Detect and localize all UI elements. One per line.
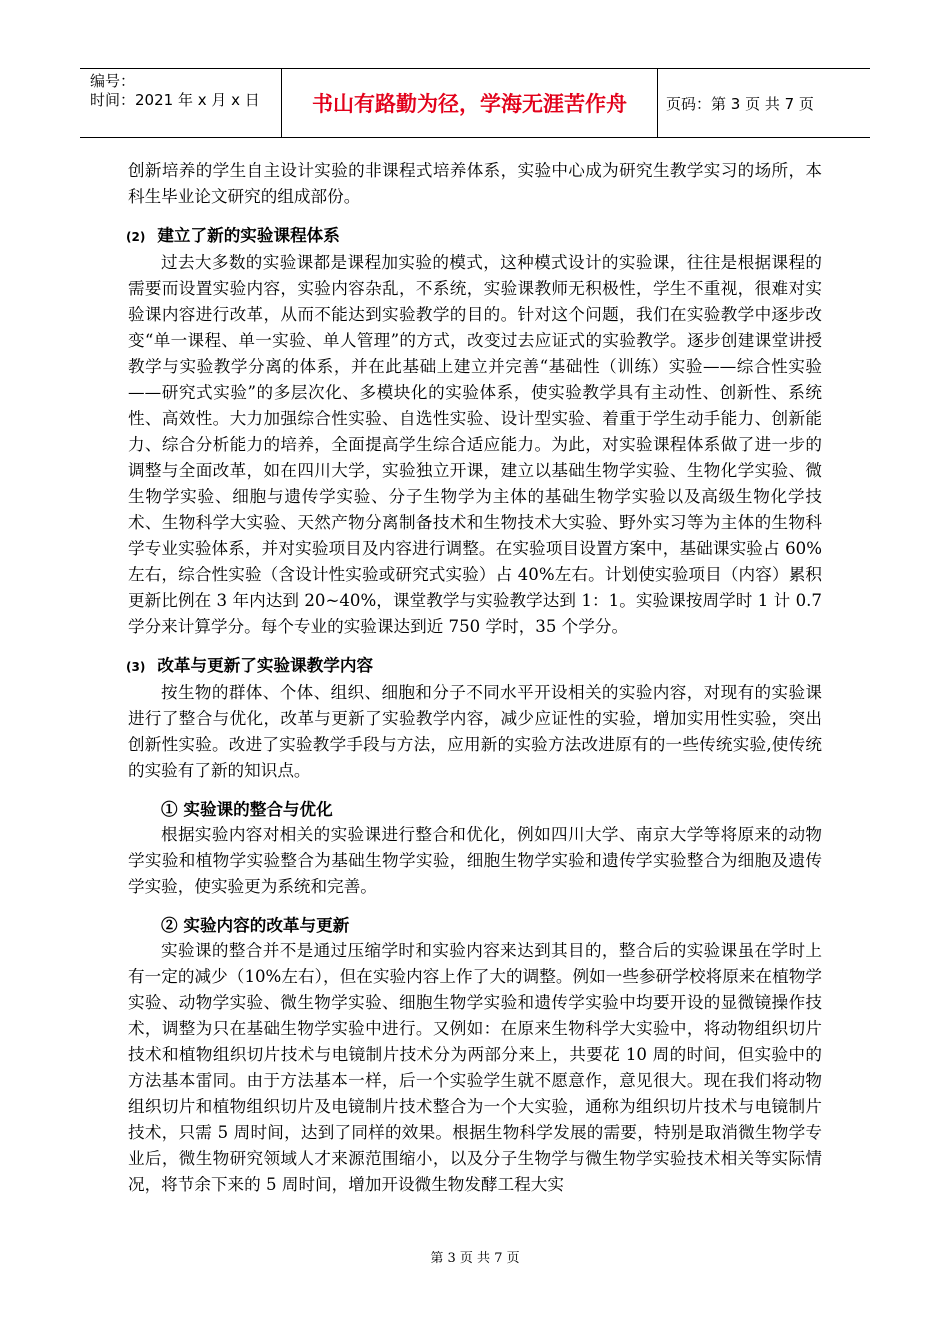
section-title: 改革与更新了实验课教学内容 [157, 655, 374, 675]
page-footer [0, 1247, 950, 1266]
document-code-label: 编号： [90, 72, 136, 90]
page-header [80, 68, 870, 138]
document-body [128, 158, 822, 1198]
document-date-label: 时间：2021 年 x 月 x 日 [90, 91, 260, 109]
footer-page-number: 第 3 页 共 7 页 [430, 1251, 520, 1266]
paragraph: 过去大多数的实验课都是课程加实验的模式，这种模式设计的实验课，往往是根据课程的需要而设置实验内容，实验内容杂乱，不系统，实验课教师无积极性，学生不重视，很难对实验课内容进行改革，从而不能达到实验教学的目的。针对这个问题，我们在实验教学中逐步改变“单一课程、单一实验、单人管理”的方式，改变过去应证式的实验教学。逐步创建课堂讲授教学与实验教学分离的体系，并在此基础上建立并完善“基础性（训练）实验——综合性实验——研究式实验”的多层次化、多模块化的实验体系，使实验教学具有主动性、创新性、系统性、高效性。大力加强综合性实验、自选性实验、设计型实验、着重于学生动手能力、创新能力、综合分析能力的培养，全面提高学生综合适应能力。为此，对实验课程体系做了进一步的调整与全面改革，如在四川大学，实验独立开课，建立以基础生物学实验、生物化学实验、微生物学实验、细胞与遗传学实验、分子生物学为主体的基础生物学实验以及高级生物化学技术、生物科学大实验、天然产物分离制备技术和生物技术大实验、野外实习等为主体的生物科学专业实验体系，并对实验项目及内容进行调整。在实验项目设置方案中，基础课实验占 60%左右，综合性实验（含设计性实验或研究式实验）占 40%左右。计划使实验项目（内容）累积更新比例在 3 年内达到 20~40%，课堂教学与实验教学达到 1：1。实验课按周学时 1 计 0.7 学分来计算学分。每个专业的实验课达到近 750 学时，35 个学分。 [128, 253, 822, 636]
section-heading-3 [128, 652, 822, 680]
header-motto-cell [282, 69, 658, 137]
section-title: 建立了新的实验课程体系 [157, 225, 340, 245]
header-motto: 书山有路勤为径，学海无涯苦作舟 [312, 92, 627, 116]
subsection-heading-2: ② 实验内容的改革与更新 [161, 915, 350, 935]
header-page-cell [658, 69, 870, 137]
section-heading-2 [128, 222, 822, 250]
header-left-cell [80, 69, 282, 137]
section-number: (3) [126, 660, 146, 674]
header-page-info: 页码：第 3 页 共 7 页 [666, 94, 814, 113]
section-number: (2) [126, 230, 146, 244]
paragraph: 根据实验内容对相关的实验课进行整合和优化，例如四川大学、南京大学等将原来的动物学实验和植物学实验整合为基础生物学实验，细胞生物学实验和遗传学实验整合为细胞及遗传学实验，使实验更为系统和完善。 [128, 825, 822, 896]
paragraph-continued: 创新培养的学生自主设计实验的非课程式培养体系，实验中心成为研究生教学实习的场所，本科生毕业论文研究的组成部份。 [128, 161, 822, 206]
paragraph: 实验课的整合并不是通过压缩学时和实验内容来达到其目的，整合后的实验课虽在学时上有一定的减少（10%左右），但在实验内容上作了大的调整。例如一些参研学校将原来在植物学实验、动物学实验、微生物学实验、细胞生物学实验和遗传学实验中均要开设的显微镜操作技术，调整为只在基础生物学实验中进行。又例如：在原来生物科学大实验中，将动物组织切片技术和植物组织切片技术与电镜制片技术分为两部分来上，共要花 10 周的时间，但实验中的方法基本雷同。由于方法基本一样，后一个实验学生就不愿意作，意见很大。现在我们将动物组织切片和植物组织切片及电镜制片技术整合为一个大实验，通称为组织切片技术与电镜制片技术，只需 5 周时间，达到了同样的效果。根据生物科学发展的需要，特别是取消微生物学专业后，微生物研究领域人才来源范围缩小，以及分子生物学与微生物学实验技术相关等实际情况，将节余下来的 5 周时间，增加开设微生物发酵工程大实 [128, 941, 822, 1194]
subsection-heading-1: ① 实验课的整合与优化 [161, 799, 333, 819]
paragraph: 按生物的群体、个体、组织、细胞和分子不同水平开设相关的实验内容，对现有的实验课进行了整合与优化，改革与更新了实验教学内容，减少应证性的实验，增加实用性实验，突出创新性实验。改进了实验教学手段与方法，应用新的实验方法改进原有的一些传统实验,使传统的实验有了新的知识点。 [128, 683, 822, 780]
